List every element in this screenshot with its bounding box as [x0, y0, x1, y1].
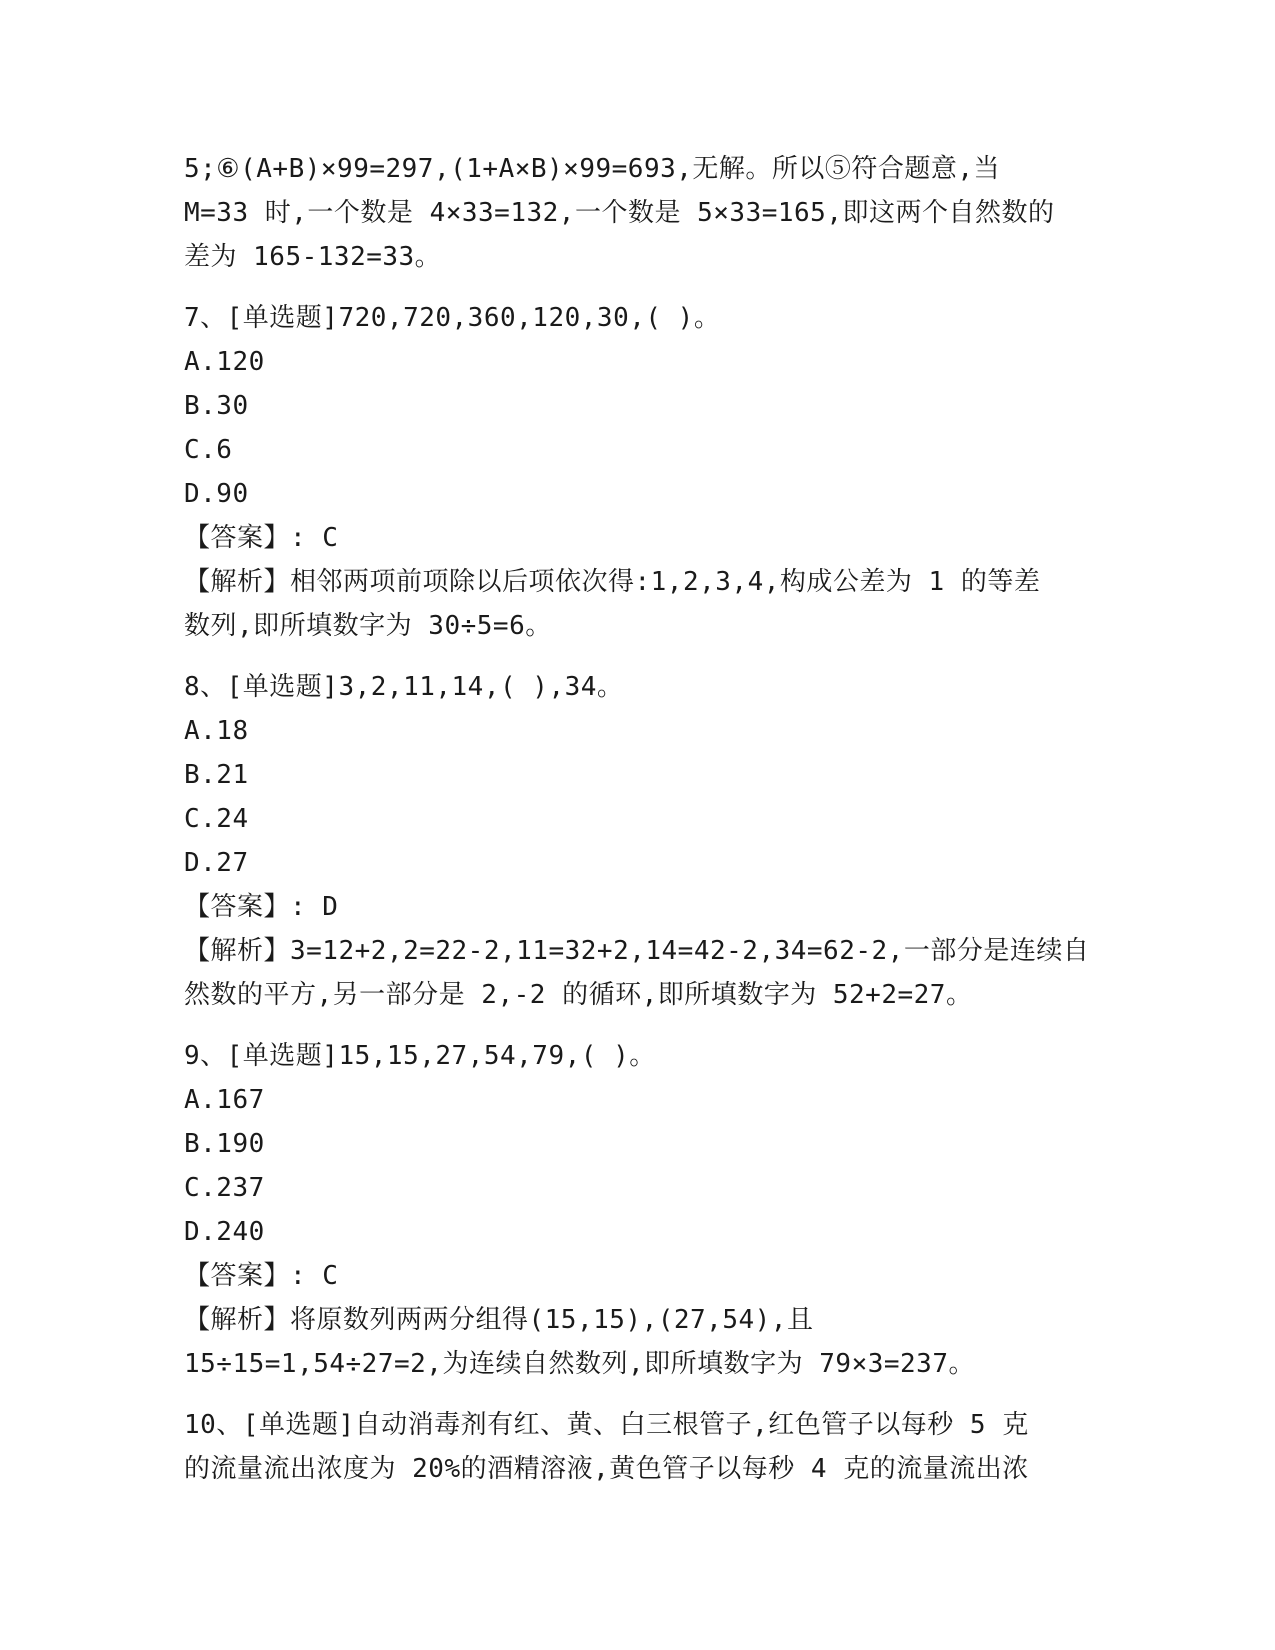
- option-b: B.30: [184, 391, 249, 421]
- option-b: B.21: [184, 760, 249, 790]
- option-d: D.90: [184, 479, 249, 509]
- question-stem: 10、[单选题]自动消毒剂有红、黄、白三根管子,红色管子以每秒 5 克: [184, 1410, 1029, 1440]
- analysis-line: 数列,即所填数字为 30÷5=6。: [184, 611, 552, 641]
- question-9: [184, 1034, 1084, 1386]
- text-line: M=33 时,一个数是 4×33=132,一个数是 5×33=165,即这两个自然数的: [184, 198, 1055, 228]
- question-7: [184, 296, 1084, 648]
- document-content: [184, 147, 1090, 1491]
- question-stem: 9、[单选题]15,15,27,54,79,( )。: [184, 1041, 656, 1071]
- text-line: 差为 165-132=33。: [184, 242, 442, 272]
- option-a: A.167: [184, 1085, 265, 1115]
- answer-line: 【答案】: C: [184, 1261, 339, 1291]
- option-d: D.240: [184, 1217, 265, 1247]
- continuation-block: [184, 147, 1084, 279]
- answer-line: 【答案】: C: [184, 523, 339, 553]
- analysis-line: 15÷15=1,54÷27=2,为连续自然数列,即所填数字为 79×3=237。: [184, 1349, 975, 1379]
- text-line: 5;⑥(A+B)×99=297,(1+A×B)×99=693,无解。所以⑤符合题意,当: [184, 154, 1001, 184]
- analysis-line: 【解析】3=12+2,2=22-2,11=32+2,14=42-2,34=62-2,一部分是连续自: [184, 936, 1090, 966]
- question-stem-continuation: 的流量流出浓度为 20%的酒精溶液,黄色管子以每秒 4 克的流量流出浓: [184, 1454, 1029, 1484]
- option-a: A.18: [184, 716, 249, 746]
- analysis-line: 然数的平方,另一部分是 2,-2 的循环,即所填数字为 52+2=27。: [184, 980, 973, 1010]
- option-c: C.6: [184, 435, 233, 465]
- question-stem: 7、[单选题]720,720,360,120,30,( )。: [184, 303, 721, 333]
- option-d: D.27: [184, 848, 249, 878]
- option-c: C.24: [184, 804, 249, 834]
- option-c: C.237: [184, 1173, 265, 1203]
- answer-line: 【答案】: D: [184, 892, 339, 922]
- analysis-line: 【解析】将原数列两两分组得(15,15),(27,54),且: [184, 1305, 814, 1335]
- question-stem: 8、[单选题]3,2,11,14,( ),34。: [184, 672, 624, 702]
- option-b: B.190: [184, 1129, 265, 1159]
- question-8: [184, 665, 1090, 1017]
- option-a: A.120: [184, 347, 265, 377]
- question-10: [184, 1403, 1084, 1491]
- analysis-line: 【解析】相邻两项前项除以后项依次得:1,2,3,4,构成公差为 1 的等差: [184, 567, 1041, 597]
